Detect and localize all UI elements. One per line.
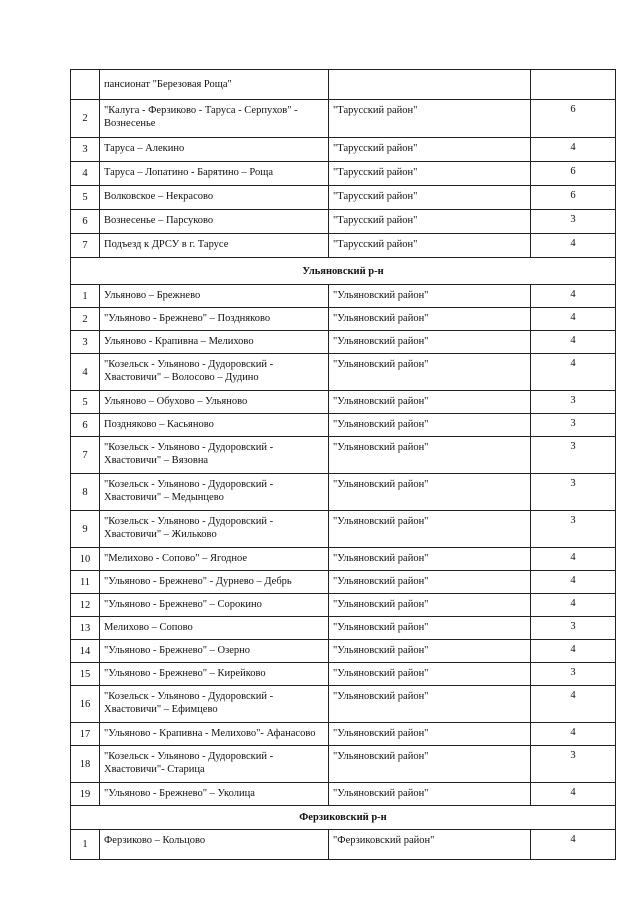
table-row [71, 210, 616, 234]
value-cell: 4 [531, 285, 616, 308]
value-cell: 6 [531, 162, 616, 186]
district-cell: "Тарусский район" [329, 234, 531, 258]
roads-table-body [71, 70, 616, 860]
road-name-cell: "Козельск - Ульяново - Дудоровский - Хвастовичи"- Старица [100, 746, 329, 783]
value-cell: 3 [531, 437, 616, 474]
table-row [71, 285, 616, 308]
district-cell: "Ульяновский район" [329, 474, 531, 511]
district-cell: "Ульяновский район" [329, 746, 531, 783]
road-name-cell: "Ульяново - Брежнево" - Дурнево – Дебрь [100, 571, 329, 594]
road-name-cell: Ульяново – Обухово – Ульяново [100, 391, 329, 414]
table-row [71, 723, 616, 746]
district-cell: "Ульяновский район" [329, 783, 531, 806]
road-name-cell: "Калуга - Ферзиково - Таруса - Серпухов" - Вознесенье [100, 100, 329, 138]
district-cell: "Тарусский район" [329, 162, 531, 186]
value-cell: 3 [531, 391, 616, 414]
road-name-cell: Ульяново – Брежнево [100, 285, 329, 308]
table-row [71, 391, 616, 414]
district-cell: "Ульяновский район" [329, 308, 531, 331]
value-cell: 4 [531, 723, 616, 746]
district-cell: "Ульяновский район" [329, 391, 531, 414]
row-number-cell: 11 [71, 571, 100, 594]
value-cell: 6 [531, 186, 616, 210]
value-cell: 3 [531, 617, 616, 640]
value-cell: 3 [531, 210, 616, 234]
district-cell: "Ульяновский район" [329, 594, 531, 617]
table-row [71, 354, 616, 391]
road-name-cell: Ферзиково – Кольцово [100, 830, 329, 860]
road-name-cell: "Ульяново - Брежнево" – Кирейково [100, 663, 329, 686]
value-cell: 4 [531, 331, 616, 354]
district-cell: "Ульяновский район" [329, 285, 531, 308]
road-name-cell: Поздняково – Касьяново [100, 414, 329, 437]
district-cell: "Ульяновский район" [329, 663, 531, 686]
row-number-cell: 12 [71, 594, 100, 617]
table-row [71, 617, 616, 640]
road-name-cell: "Козельск - Ульяново - Дудоровский - Хвастовичи" – Вязовна [100, 437, 329, 474]
value-cell: 6 [531, 100, 616, 138]
table-row [71, 830, 616, 860]
row-number-cell: 18 [71, 746, 100, 783]
table-row [71, 308, 616, 331]
district-cell: "Ульяновский район" [329, 437, 531, 474]
row-number-cell: 10 [71, 548, 100, 571]
table-row [71, 186, 616, 210]
road-name-cell: "Ульяново - Брежнево" – Озерно [100, 640, 329, 663]
road-name-cell: Волковское – Некрасово [100, 186, 329, 210]
row-number-cell [71, 70, 100, 100]
value-cell: 4 [531, 571, 616, 594]
value-cell: 3 [531, 414, 616, 437]
table-row-continuation [71, 70, 616, 100]
table-row [71, 474, 616, 511]
value-cell: 3 [531, 511, 616, 548]
district-cell [329, 70, 531, 100]
table-row [71, 548, 616, 571]
row-number-cell: 2 [71, 100, 100, 138]
table-row [71, 746, 616, 783]
row-number-cell: 15 [71, 663, 100, 686]
section-title: Ульяновский р-н [71, 258, 616, 285]
district-cell: "Ульяновский район" [329, 331, 531, 354]
table-row [71, 437, 616, 474]
value-cell: 4 [531, 308, 616, 331]
row-number-cell: 16 [71, 686, 100, 723]
district-cell: "Тарусский район" [329, 100, 531, 138]
road-name-cell: "Ульяново - Брежнево" – Сорокино [100, 594, 329, 617]
road-name-cell: Таруса – Алекино [100, 138, 329, 162]
section-title: Ферзиковский р-н [71, 806, 616, 830]
table-row [71, 783, 616, 806]
roads-table [70, 69, 616, 860]
row-number-cell: 1 [71, 285, 100, 308]
road-name-cell: Вознесенье – Парсуково [100, 210, 329, 234]
table-row [71, 686, 616, 723]
road-name-cell: "Ульяново - Брежнево" – Поздняково [100, 308, 329, 331]
district-cell: "Тарусский район" [329, 186, 531, 210]
road-name-cell: "Ульяново - Крапивна - Мелихово"- Афанасово [100, 723, 329, 746]
value-cell: 4 [531, 686, 616, 723]
district-cell: "Ульяновский район" [329, 354, 531, 391]
section-header-row [71, 806, 616, 830]
road-name-cell: "Мелихово - Сопово" – Ягодное [100, 548, 329, 571]
table-row [71, 100, 616, 138]
district-cell: "Ульяновский район" [329, 686, 531, 723]
road-name-cell: Ульяново - Крапивна – Мелихово [100, 331, 329, 354]
road-name-cell: пансионат "Березовая Роща" [100, 70, 329, 100]
table-row [71, 138, 616, 162]
value-cell: 3 [531, 474, 616, 511]
table-row [71, 331, 616, 354]
table-row [71, 571, 616, 594]
row-number-cell: 7 [71, 234, 100, 258]
row-number-cell: 9 [71, 511, 100, 548]
value-cell: 4 [531, 640, 616, 663]
section-header-row [71, 258, 616, 285]
row-number-cell: 8 [71, 474, 100, 511]
table-row [71, 511, 616, 548]
road-name-cell: Мелихово – Сопово [100, 617, 329, 640]
value-cell: 4 [531, 234, 616, 258]
district-cell: "Ульяновский район" [329, 511, 531, 548]
road-name-cell: "Козельск - Ульяново - Дудоровский - Хвастовичи" – Медынцево [100, 474, 329, 511]
road-name-cell: Подъезд к ДРСУ в г. Тарусе [100, 234, 329, 258]
road-name-cell: Таруса – Лопатино - Барятино – Роща [100, 162, 329, 186]
row-number-cell: 5 [71, 391, 100, 414]
road-name-cell: "Ульяново - Брежнево" – Уколица [100, 783, 329, 806]
road-name-cell: "Козельск - Ульяново - Дудоровский - Хвастовичи" – Ефимцево [100, 686, 329, 723]
value-cell: 3 [531, 663, 616, 686]
row-number-cell: 6 [71, 414, 100, 437]
road-name-cell: "Козельск - Ульяново - Дудоровский - Хвастовичи" – Жильково [100, 511, 329, 548]
district-cell: "Ульяновский район" [329, 414, 531, 437]
row-number-cell: 3 [71, 138, 100, 162]
table-row [71, 234, 616, 258]
table-row [71, 162, 616, 186]
district-cell: "Ульяновский район" [329, 617, 531, 640]
row-number-cell: 7 [71, 437, 100, 474]
district-cell: "Ульяновский район" [329, 640, 531, 663]
row-number-cell: 13 [71, 617, 100, 640]
value-cell: 4 [531, 548, 616, 571]
value-cell: 3 [531, 746, 616, 783]
row-number-cell: 5 [71, 186, 100, 210]
table-row [71, 640, 616, 663]
row-number-cell: 1 [71, 830, 100, 860]
row-number-cell: 19 [71, 783, 100, 806]
row-number-cell: 4 [71, 162, 100, 186]
value-cell: 4 [531, 594, 616, 617]
district-cell: "Ульяновский район" [329, 571, 531, 594]
row-number-cell: 4 [71, 354, 100, 391]
value-cell: 4 [531, 783, 616, 806]
row-number-cell: 3 [71, 331, 100, 354]
district-cell: "Тарусский район" [329, 210, 531, 234]
district-cell: "Ферзиковский район" [329, 830, 531, 860]
value-cell: 4 [531, 354, 616, 391]
value-cell: 4 [531, 830, 616, 860]
value-cell: 4 [531, 138, 616, 162]
value-cell [531, 70, 616, 100]
row-number-cell: 6 [71, 210, 100, 234]
table-row [71, 594, 616, 617]
road-name-cell: "Козельск - Ульяново - Дудоровский - Хвастовичи" – Волосово – Дудино [100, 354, 329, 391]
district-cell: "Тарусский район" [329, 138, 531, 162]
table-row [71, 414, 616, 437]
district-cell: "Ульяновский район" [329, 548, 531, 571]
row-number-cell: 14 [71, 640, 100, 663]
table-row [71, 663, 616, 686]
row-number-cell: 2 [71, 308, 100, 331]
row-number-cell: 17 [71, 723, 100, 746]
district-cell: "Ульяновский район" [329, 723, 531, 746]
